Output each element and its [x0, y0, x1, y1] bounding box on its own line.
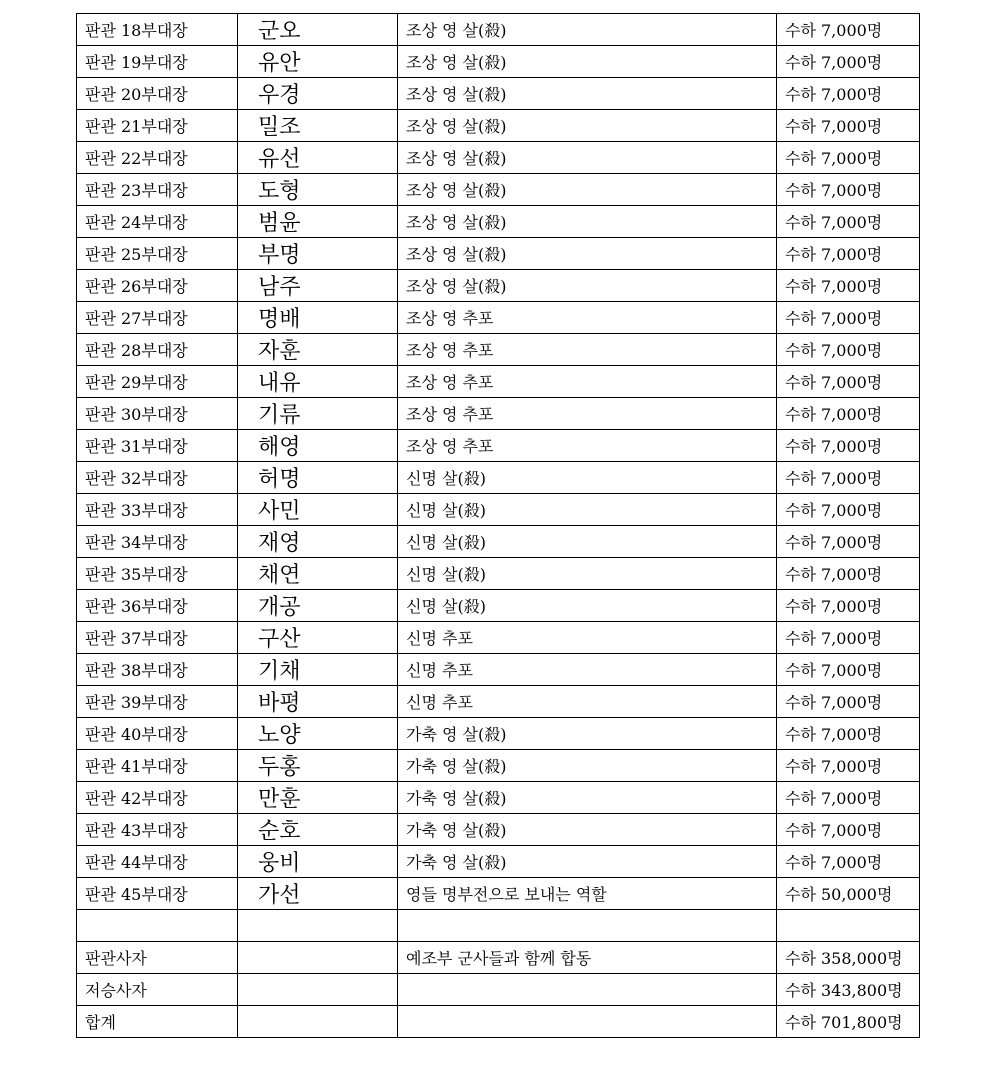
- role-cell: 신명 살(殺): [398, 526, 777, 558]
- name-cell: 부명: [238, 238, 398, 270]
- count-cell: 수하 7,000명: [777, 750, 920, 782]
- role-cell: 조상 영 살(殺): [398, 46, 777, 78]
- role-cell: 가축 영 살(殺): [398, 718, 777, 750]
- count-cell: 수하 7,000명: [777, 142, 920, 174]
- role-cell: 신명 살(殺): [398, 558, 777, 590]
- table-row: [77, 494, 920, 526]
- count-cell: 수하 358,000명: [777, 942, 920, 974]
- name-cell: 노양: [238, 718, 398, 750]
- name-cell: 허명: [238, 462, 398, 494]
- name-cell: 기채: [238, 654, 398, 686]
- table-row: [77, 846, 920, 878]
- rank-cell: 판관 30부대장: [77, 398, 238, 430]
- role-cell: [398, 1006, 777, 1038]
- count-cell: 수하 7,000명: [777, 462, 920, 494]
- rank-cell: 판관 40부대장: [77, 718, 238, 750]
- rank-cell: 판관 41부대장: [77, 750, 238, 782]
- role-cell: 조상 영 살(殺): [398, 174, 777, 206]
- name-cell: 도형: [238, 174, 398, 206]
- count-cell: 수하 7,000명: [777, 526, 920, 558]
- name-cell: 유안: [238, 46, 398, 78]
- table-row: [77, 590, 920, 622]
- rank-cell: 판관 35부대장: [77, 558, 238, 590]
- table-row: [77, 654, 920, 686]
- role-cell: 영들 명부전으로 보내는 역할: [398, 878, 777, 910]
- count-cell: 수하 7,000명: [777, 366, 920, 398]
- name-cell: 기류: [238, 398, 398, 430]
- count-cell: 수하 701,800명: [777, 1006, 920, 1038]
- name-cell: 남주: [238, 270, 398, 302]
- table-row: [77, 526, 920, 558]
- role-cell: 조상 영 살(殺): [398, 14, 777, 46]
- roster-table: [76, 13, 920, 1038]
- role-cell: 조상 영 추포: [398, 302, 777, 334]
- name-cell: 순호: [238, 814, 398, 846]
- count-cell: 수하 7,000명: [777, 174, 920, 206]
- name-cell: 채연: [238, 558, 398, 590]
- name-cell: 가선: [238, 878, 398, 910]
- rank-cell: 판관 32부대장: [77, 462, 238, 494]
- role-cell: 조상 영 살(殺): [398, 78, 777, 110]
- table-row: [77, 910, 920, 942]
- table-row: [77, 238, 920, 270]
- role-cell: 신명 추포: [398, 686, 777, 718]
- count-cell: [777, 910, 920, 942]
- count-cell: 수하 7,000명: [777, 270, 920, 302]
- name-cell: 자훈: [238, 334, 398, 366]
- role-cell: 조상 영 살(殺): [398, 206, 777, 238]
- name-cell: 우경: [238, 78, 398, 110]
- rank-cell: 판관 26부대장: [77, 270, 238, 302]
- name-cell: 군오: [238, 14, 398, 46]
- table-row: [77, 398, 920, 430]
- rank-cell: 판관 21부대장: [77, 110, 238, 142]
- role-cell: 신명 추포: [398, 654, 777, 686]
- count-cell: 수하 7,000명: [777, 814, 920, 846]
- table-row: [77, 142, 920, 174]
- rank-cell: 판관 37부대장: [77, 622, 238, 654]
- name-cell: [238, 910, 398, 942]
- role-cell: 조상 영 추포: [398, 366, 777, 398]
- table-row: [77, 558, 920, 590]
- name-cell: 명배: [238, 302, 398, 334]
- name-cell: 개공: [238, 590, 398, 622]
- count-cell: 수하 7,000명: [777, 686, 920, 718]
- role-cell: 조상 영 추포: [398, 430, 777, 462]
- role-cell: 조상 영 살(殺): [398, 142, 777, 174]
- name-cell: 재영: [238, 526, 398, 558]
- count-cell: 수하 7,000명: [777, 398, 920, 430]
- rank-cell: 판관사자: [77, 942, 238, 974]
- table-row: [77, 814, 920, 846]
- name-cell: 밀조: [238, 110, 398, 142]
- table-row: [77, 78, 920, 110]
- role-cell: 신명 추포: [398, 622, 777, 654]
- table-row: [77, 366, 920, 398]
- role-cell: 신명 살(殺): [398, 462, 777, 494]
- count-cell: 수하 7,000명: [777, 334, 920, 366]
- name-cell: 구산: [238, 622, 398, 654]
- count-cell: 수하 7,000명: [777, 846, 920, 878]
- table-row: [77, 974, 920, 1006]
- role-cell: 조상 영 살(殺): [398, 110, 777, 142]
- role-cell: [398, 974, 777, 1006]
- table-row: [77, 462, 920, 494]
- name-cell: 범윤: [238, 206, 398, 238]
- name-cell: 사민: [238, 494, 398, 526]
- name-cell: 웅비: [238, 846, 398, 878]
- rank-cell: 판관 19부대장: [77, 46, 238, 78]
- table-row: [77, 878, 920, 910]
- name-cell: 해영: [238, 430, 398, 462]
- count-cell: 수하 7,000명: [777, 782, 920, 814]
- table-row: [77, 622, 920, 654]
- rank-cell: 판관 33부대장: [77, 494, 238, 526]
- name-cell: [238, 974, 398, 1006]
- count-cell: 수하 7,000명: [777, 622, 920, 654]
- rank-cell: 판관 42부대장: [77, 782, 238, 814]
- role-cell: [398, 910, 777, 942]
- rank-cell: 판관 38부대장: [77, 654, 238, 686]
- count-cell: 수하 7,000명: [777, 718, 920, 750]
- count-cell: 수하 7,000명: [777, 430, 920, 462]
- role-cell: 가축 영 살(殺): [398, 750, 777, 782]
- rank-cell: 판관 36부대장: [77, 590, 238, 622]
- name-cell: [238, 942, 398, 974]
- count-cell: 수하 7,000명: [777, 494, 920, 526]
- rank-cell: [77, 910, 238, 942]
- rank-cell: 판관 34부대장: [77, 526, 238, 558]
- rank-cell: 판관 28부대장: [77, 334, 238, 366]
- count-cell: 수하 7,000명: [777, 46, 920, 78]
- table-row: [77, 334, 920, 366]
- table-row: [77, 46, 920, 78]
- role-cell: 조상 영 살(殺): [398, 270, 777, 302]
- role-cell: 신명 살(殺): [398, 494, 777, 526]
- role-cell: 신명 살(殺): [398, 590, 777, 622]
- rank-cell: 합계: [77, 1006, 238, 1038]
- rank-cell: 판관 24부대장: [77, 206, 238, 238]
- table-row: [77, 430, 920, 462]
- rank-cell: 판관 43부대장: [77, 814, 238, 846]
- name-cell: 바평: [238, 686, 398, 718]
- table-row: [77, 750, 920, 782]
- rank-cell: 판관 25부대장: [77, 238, 238, 270]
- rank-cell: 판관 45부대장: [77, 878, 238, 910]
- table-row: [77, 270, 920, 302]
- rank-cell: 저승사자: [77, 974, 238, 1006]
- table-row: [77, 942, 920, 974]
- count-cell: 수하 7,000명: [777, 590, 920, 622]
- table-row: [77, 1006, 920, 1038]
- role-cell: 예조부 군사들과 함께 합동: [398, 942, 777, 974]
- rank-cell: 판관 18부대장: [77, 14, 238, 46]
- count-cell: 수하 7,000명: [777, 558, 920, 590]
- count-cell: 수하 7,000명: [777, 302, 920, 334]
- rank-cell: 판관 29부대장: [77, 366, 238, 398]
- role-cell: 가축 영 살(殺): [398, 782, 777, 814]
- name-cell: 유선: [238, 142, 398, 174]
- rank-cell: 판관 27부대장: [77, 302, 238, 334]
- table-row: [77, 686, 920, 718]
- role-cell: 조상 영 살(殺): [398, 238, 777, 270]
- name-cell: 내유: [238, 366, 398, 398]
- table-row: [77, 302, 920, 334]
- count-cell: 수하 7,000명: [777, 78, 920, 110]
- rank-cell: 판관 31부대장: [77, 430, 238, 462]
- role-cell: 조상 영 추포: [398, 334, 777, 366]
- count-cell: 수하 7,000명: [777, 110, 920, 142]
- role-cell: 가축 영 살(殺): [398, 846, 777, 878]
- count-cell: 수하 7,000명: [777, 206, 920, 238]
- rank-cell: 판관 20부대장: [77, 78, 238, 110]
- table-row: [77, 718, 920, 750]
- table-row: [77, 206, 920, 238]
- role-cell: 조상 영 추포: [398, 398, 777, 430]
- rank-cell: 판관 23부대장: [77, 174, 238, 206]
- roster-body: [77, 14, 920, 1038]
- name-cell: 만훈: [238, 782, 398, 814]
- count-cell: 수하 50,000명: [777, 878, 920, 910]
- count-cell: 수하 343,800명: [777, 974, 920, 1006]
- rank-cell: 판관 44부대장: [77, 846, 238, 878]
- rank-cell: 판관 22부대장: [77, 142, 238, 174]
- name-cell: 두홍: [238, 750, 398, 782]
- table-row: [77, 782, 920, 814]
- count-cell: 수하 7,000명: [777, 238, 920, 270]
- table-row: [77, 14, 920, 46]
- count-cell: 수하 7,000명: [777, 14, 920, 46]
- role-cell: 가축 영 살(殺): [398, 814, 777, 846]
- count-cell: 수하 7,000명: [777, 654, 920, 686]
- rank-cell: 판관 39부대장: [77, 686, 238, 718]
- table-row: [77, 174, 920, 206]
- name-cell: [238, 1006, 398, 1038]
- table-row: [77, 110, 920, 142]
